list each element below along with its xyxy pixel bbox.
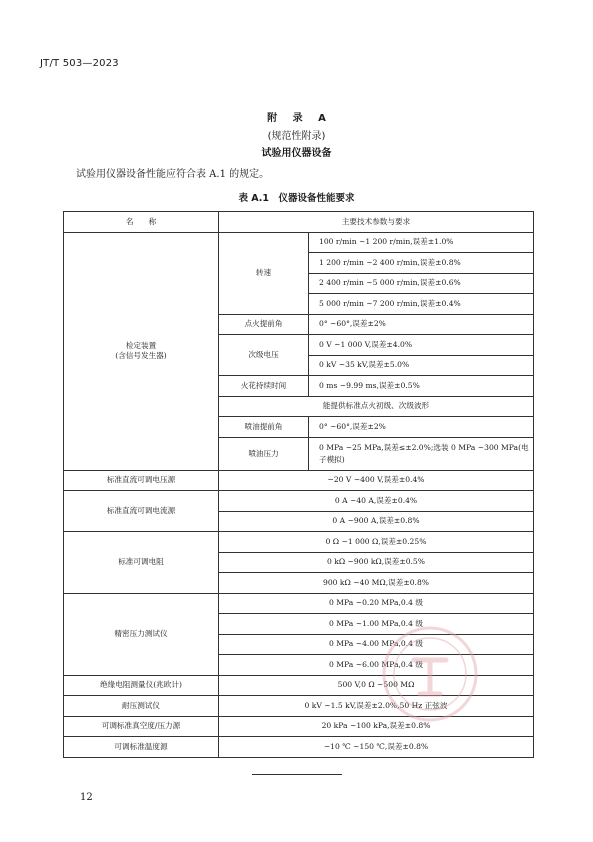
pressure-tester-item: 0 MPa ~0.20 MPa,0.4 级 <box>219 593 534 614</box>
standard-number: JT/T 503—2023 <box>40 58 119 69</box>
table-row <box>64 593 534 614</box>
resistor-item: 900 kΩ ~40 MΩ,误差±0.8% <box>219 573 534 594</box>
dc-voltage-label: 标准直流可调电压源 <box>64 470 219 491</box>
resistor-item: 0 kΩ ~900 kΩ,误差±0.5% <box>219 552 534 573</box>
speed-item: 5 000 r/min ~7 200 r/min,误差±0.4% <box>309 294 534 315</box>
injection-advance-label: 喷油提前角 <box>219 417 309 438</box>
injection-pressure-label: 喷油压力 <box>219 437 309 470</box>
table-row <box>64 232 534 253</box>
table-row <box>64 737 534 758</box>
page-number: 12 <box>80 792 93 803</box>
speed-label: 转速 <box>219 232 309 314</box>
appendix-title: 附 录 A <box>267 113 326 124</box>
vacuum-value: 20 kPa ~100 kPa,误差±0.8% <box>219 716 534 737</box>
resistor-item: 0 Ω ~1 000 Ω,误差±0.25% <box>219 532 534 553</box>
secondary-voltage-item: 0 kV ~35 kV,误差±5.0% <box>309 355 534 376</box>
table-row <box>64 491 534 512</box>
vacuum-label: 可调标准真空度/压力源 <box>64 716 219 737</box>
hipot-value: 0 kV ~1.5 kV,误差±2.0%,50 Hz 正弦波 <box>219 696 534 717</box>
intro-paragraph: 试验用仪器设备性能应符合表 A.1 的规定。 <box>76 169 270 180</box>
megohmmeter-value: 500 V,0 Ω ~500 MΩ <box>219 675 534 696</box>
table-row <box>64 532 534 553</box>
injection-pressure-value: 0 MPa ~25 MPa,误差≤±2.0%;选装 0 MPa ~300 MPa(电子模拟) <box>309 437 534 470</box>
speed-item: 100 r/min ~1 200 r/min,误差±1.0% <box>309 232 534 253</box>
table-row <box>64 675 534 696</box>
ignition-advance-value: 0° ~60°,误差±2% <box>309 314 534 335</box>
injection-advance-value: 0° ~60°,误差±2% <box>309 417 534 438</box>
calibration-device-line2: (含信号发生器) <box>115 351 167 360</box>
calibration-device-line1: 检定装置 <box>125 341 157 350</box>
ignition-advance-label: 点火提前角 <box>219 314 309 335</box>
resistor-label: 标准可调电阻 <box>64 532 219 594</box>
secondary-voltage-item: 0 V ~1 000 V,误差±4.0% <box>309 335 534 356</box>
table-row <box>64 470 534 491</box>
megohmmeter-label: 绝缘电阻测量仪(兆欧计) <box>64 675 219 696</box>
header-name: 名 称 <box>64 212 219 233</box>
table-row <box>64 716 534 737</box>
footnote-rule <box>252 774 342 775</box>
spark-duration-label: 火花持续时间 <box>219 376 309 397</box>
pressure-tester-label: 精密压力测试仪 <box>64 593 219 675</box>
pressure-tester-item: 0 MPa ~4.00 MPa,0.4 级 <box>219 634 534 655</box>
requirements-table <box>63 211 534 758</box>
dc-voltage-value: −20 V ~400 V,误差±0.4% <box>219 470 534 491</box>
speed-item: 1 200 r/min ~2 400 r/min,误差±0.8% <box>309 253 534 274</box>
temperature-value: −10 ℃ ~150 ℃,误差±0.8% <box>219 737 534 758</box>
speed-item: 2 400 r/min ~5 000 r/min,误差±0.6% <box>309 273 534 294</box>
temperature-label: 可调标准温度源 <box>64 737 219 758</box>
dc-current-label: 标准直流可调电流源 <box>64 491 219 532</box>
appendix-nature: (规范性附录) <box>267 131 326 142</box>
secondary-voltage-label: 次级电压 <box>219 335 309 376</box>
dc-current-item: 0 A ~900 A,误差±0.8% <box>219 511 534 532</box>
table-header-row <box>64 212 534 233</box>
pressure-tester-item: 0 MPa ~1.00 MPa,0.4 级 <box>219 614 534 635</box>
table-caption: 表 A.1 仪器设备性能要求 <box>238 193 355 204</box>
spark-duration-value: 0 ms ~9.99 ms,误差±0.5% <box>309 376 534 397</box>
header-requirements: 主要技术参数与要求 <box>219 212 534 233</box>
hipot-label: 耐压测试仪 <box>64 696 219 717</box>
calibration-device-label <box>64 232 219 470</box>
dc-current-item: 0 A ~40 A,误差±0.4% <box>219 491 534 512</box>
table-row <box>64 696 534 717</box>
appendix-subtitle: 试验用仪器设备 <box>261 148 332 159</box>
pressure-tester-item: 0 MPa ~6.00 MPa,0.4 级 <box>219 655 534 676</box>
waveform-value: 能提供标准点火初级、次级波形 <box>219 396 534 417</box>
